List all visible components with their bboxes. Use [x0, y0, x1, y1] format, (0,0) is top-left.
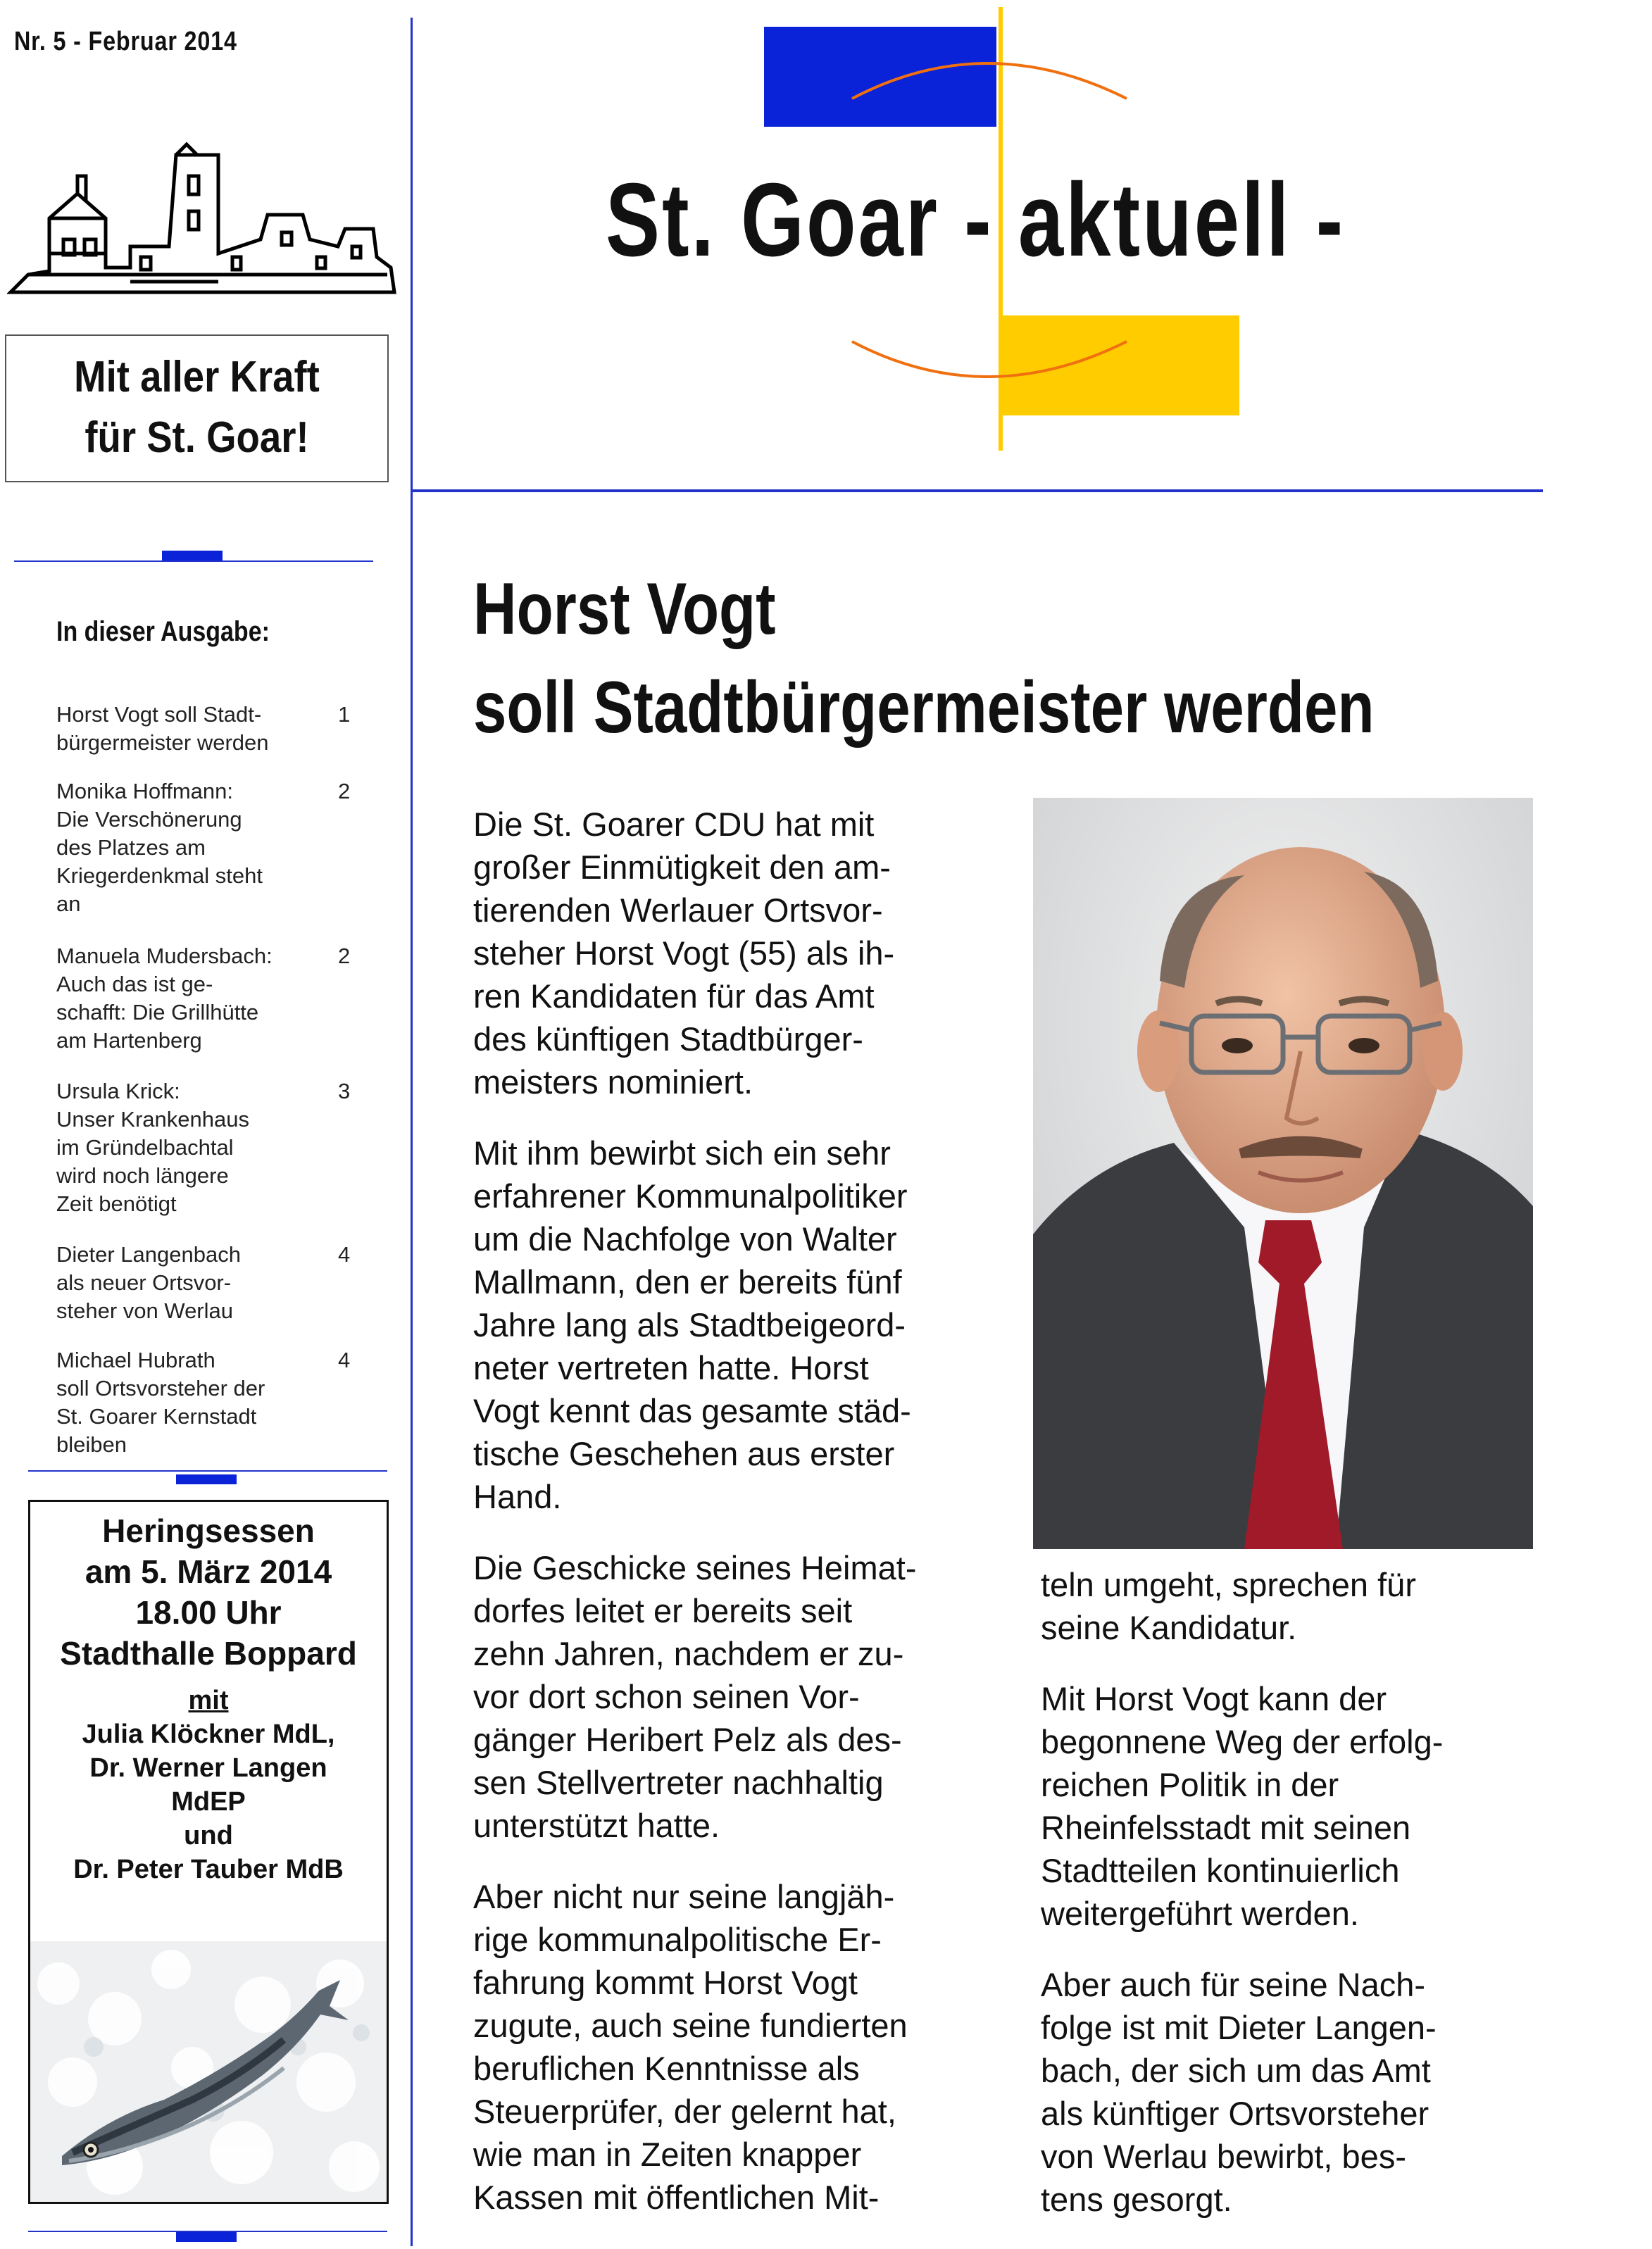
- toc-line: Manuela Mudersbach:: [56, 944, 273, 968]
- toc-line: bleiben: [56, 1432, 127, 1457]
- text-line: rige kommunalpolitische Er-: [473, 1921, 882, 1958]
- toc-line: Michael Hubrath: [56, 1348, 215, 1372]
- toc-page-number: 2: [338, 944, 351, 968]
- article-paragraph: [1041, 1963, 1534, 2221]
- toc-line: Zeit benötigt: [56, 1191, 177, 1216]
- text-line: Aber auch für seine Nach-: [1041, 1966, 1426, 2003]
- event-guest: Dr. Peter Tauber MdB: [73, 1855, 344, 1884]
- article-paragraph: [473, 1132, 1008, 1518]
- toc-item[interactable]: [56, 777, 352, 918]
- toc-line: wird noch längere: [56, 1163, 229, 1188]
- toc-line: im Gründelbachtal: [56, 1135, 234, 1160]
- toc-item[interactable]: [56, 1241, 352, 1325]
- event-mit: mit: [188, 1686, 229, 1715]
- toc-page-number: 1: [338, 702, 351, 727]
- article-headline: [473, 560, 1375, 757]
- event-guest: Julia Klöckner MdL,: [82, 1719, 335, 1749]
- herring-photo: [30, 1941, 387, 2202]
- text-line: Steuerprüfer, der gelernt hat,: [473, 2093, 896, 2130]
- event-guest: und: [184, 1821, 233, 1850]
- toc-line: St. Goarer Kernstadt: [56, 1404, 257, 1429]
- article-paragraph: [1041, 1677, 1534, 1935]
- toc-page-number: 4: [338, 1242, 351, 1267]
- article-paragraph: [1041, 1563, 1534, 1649]
- column-rule-vertical: [411, 18, 413, 2246]
- newsletter-title: St. Goar - aktuell -: [606, 162, 1346, 278]
- text-line: Mit Horst Vogt kann der: [1041, 1680, 1387, 1717]
- toc-line: am Hartenberg: [56, 1028, 202, 1053]
- text-line: reichen Politik in der: [1041, 1766, 1339, 1803]
- event-time: 18.00 Uhr: [135, 1594, 282, 1631]
- text-line: Hand.: [473, 1478, 562, 1515]
- text-line: erfahrener Kommunalpolitiker: [473, 1177, 908, 1215]
- page-bottom-marker: [176, 2232, 237, 2242]
- toc-line: bürgermeister werden: [56, 730, 269, 755]
- toc-item[interactable]: [56, 1346, 352, 1459]
- toc-line: Monika Hoffmann:: [56, 779, 233, 803]
- toc-page-number: 4: [338, 1348, 351, 1372]
- text-line: des künftigen Stadtbürger-: [473, 1020, 863, 1058]
- text-line: meisters nominiert.: [473, 1063, 753, 1101]
- text-line: großer Einmütigkeit den am-: [473, 848, 891, 886]
- article-column-2: [1041, 1563, 1534, 2249]
- headline-line-2: soll Stadtbürgermeister werden: [473, 667, 1375, 748]
- text-line: gänger Heribert Pelz als des-: [473, 1721, 902, 1758]
- toc-line: Ursula Krick:: [56, 1079, 180, 1103]
- text-line: Mit ihm bewirbt sich ein sehr: [473, 1134, 891, 1172]
- toc-item[interactable]: [56, 701, 352, 757]
- toc-item[interactable]: [56, 1077, 352, 1218]
- toc-line: Horst Vogt soll Stadt-: [56, 702, 262, 727]
- text-line: von Werlau bewirbt, bes-: [1041, 2138, 1406, 2175]
- toc-line: Dieter Langenbach: [56, 1242, 241, 1267]
- text-line: zehn Jahren, nachdem er zu-: [473, 1635, 904, 1672]
- toc-line: Die Verschönerung: [56, 807, 242, 832]
- text-line: neter vertreten hatte. Horst: [473, 1349, 869, 1386]
- masthead-rule: [413, 489, 1543, 492]
- toc-line: Auch das ist ge-: [56, 972, 213, 996]
- toc-line: des Platzes am: [56, 835, 206, 860]
- event-guest: Dr. Werner Langen: [89, 1753, 327, 1783]
- toc-page-number: 3: [338, 1079, 351, 1103]
- toc-bottom-rule: [28, 1470, 387, 1472]
- text-line: ren Kandidaten für das Amt: [473, 977, 875, 1015]
- toc-item[interactable]: [56, 942, 352, 1055]
- text-line: tens gesorgt.: [1041, 2181, 1232, 2218]
- event-title: Heringsessen: [102, 1512, 315, 1549]
- portrait-photo: [1033, 798, 1533, 1549]
- text-line: folge ist mit Dieter Langen-: [1041, 2009, 1437, 2046]
- article-paragraph: [473, 803, 1008, 1103]
- text-line: Mallmann, den er bereits fünf: [473, 1263, 902, 1301]
- toc-line: soll Ortsvorsteher der: [56, 1376, 265, 1401]
- text-line: tierenden Werlauer Ortsvor-: [473, 891, 883, 929]
- slogan-line-1: Mit aller Kraft: [74, 353, 320, 401]
- toc-line: steher von Werlau: [56, 1298, 233, 1323]
- text-line: dorfes leitet er bereits seit: [473, 1592, 853, 1629]
- text-line: Vogt kennt das gesamte städ-: [473, 1392, 911, 1429]
- text-line: um die Nachfolge von Walter: [473, 1220, 897, 1258]
- text-line: Die Geschicke seines Heimat-: [473, 1549, 917, 1586]
- text-line: seine Kandidatur.: [1041, 1609, 1297, 1646]
- headline-line-1: Horst Vogt: [473, 568, 776, 650]
- text-line: Die St. Goarer CDU hat mit: [473, 806, 875, 843]
- toc-line: Kriegerdenkmal steht: [56, 863, 263, 888]
- event-box: [28, 1500, 389, 2204]
- text-line: zugute, auch seine fundierten: [473, 2007, 908, 2044]
- text-line: steher Horst Vogt (55) als ih-: [473, 934, 895, 972]
- text-line: Rheinfelsstadt mit seinen: [1041, 1809, 1411, 1846]
- event-date: am 5. März 2014: [85, 1553, 332, 1590]
- toc-top-marker: [162, 551, 223, 560]
- text-line: vor dort schon seinen Vor-: [473, 1678, 860, 1715]
- text-line: Jahre lang als Stadtbeigeord-: [473, 1306, 906, 1343]
- slogan-box: [5, 334, 389, 482]
- text-line: Stadtteilen kontinuierlich: [1041, 1852, 1400, 1889]
- castle-logo: [7, 134, 398, 303]
- slogan-line-2: für St. Goar!: [85, 413, 309, 462]
- toc-line: schafft: Die Grillhütte: [56, 1000, 259, 1025]
- event-place: Stadthalle Boppard: [60, 1635, 357, 1672]
- toc-bottom-marker: [176, 1474, 237, 1484]
- text-line: beruflichen Kenntnisse als: [473, 2050, 860, 2087]
- toc-line: Unser Krankenhaus: [56, 1107, 249, 1132]
- text-line: wie man in Zeiten knapper: [473, 2136, 862, 2173]
- text-line: als künftiger Ortsvorsteher: [1041, 2095, 1429, 2132]
- text-line: tische Geschehen aus erster: [473, 1435, 895, 1472]
- text-line: fahrung kommt Horst Vogt: [473, 1964, 858, 2001]
- toc-line: als neuer Ortsvor-: [56, 1270, 232, 1295]
- text-line: unterstützt hatte.: [473, 1807, 720, 1844]
- text-line: begonnene Weg der erfolg-: [1041, 1723, 1444, 1760]
- text-line: Kassen mit öffentlichen Mit-: [473, 2179, 880, 2216]
- issue-label: Nr. 5 - Februar 2014: [14, 27, 237, 56]
- article-paragraph: [473, 1875, 1008, 2219]
- toc-top-rule: [14, 560, 373, 562]
- article-paragraph: [473, 1546, 1008, 1847]
- event-guest: MdEP: [171, 1787, 246, 1817]
- article-column-1: [473, 803, 1008, 2247]
- text-line: Aber nicht nur seine langjäh-: [473, 1878, 895, 1915]
- toc-line: an: [56, 891, 81, 916]
- text-line: sen Stellvertreter nachhaltig: [473, 1764, 884, 1801]
- text-line: teln umgeht, sprechen für: [1041, 1566, 1416, 1603]
- text-line: weitergeführt werden.: [1041, 1895, 1359, 1932]
- toc-heading: In dieser Ausgabe:: [56, 616, 270, 647]
- toc-page-number: 2: [338, 779, 351, 803]
- text-line: bach, der sich um das Amt: [1041, 2052, 1431, 2089]
